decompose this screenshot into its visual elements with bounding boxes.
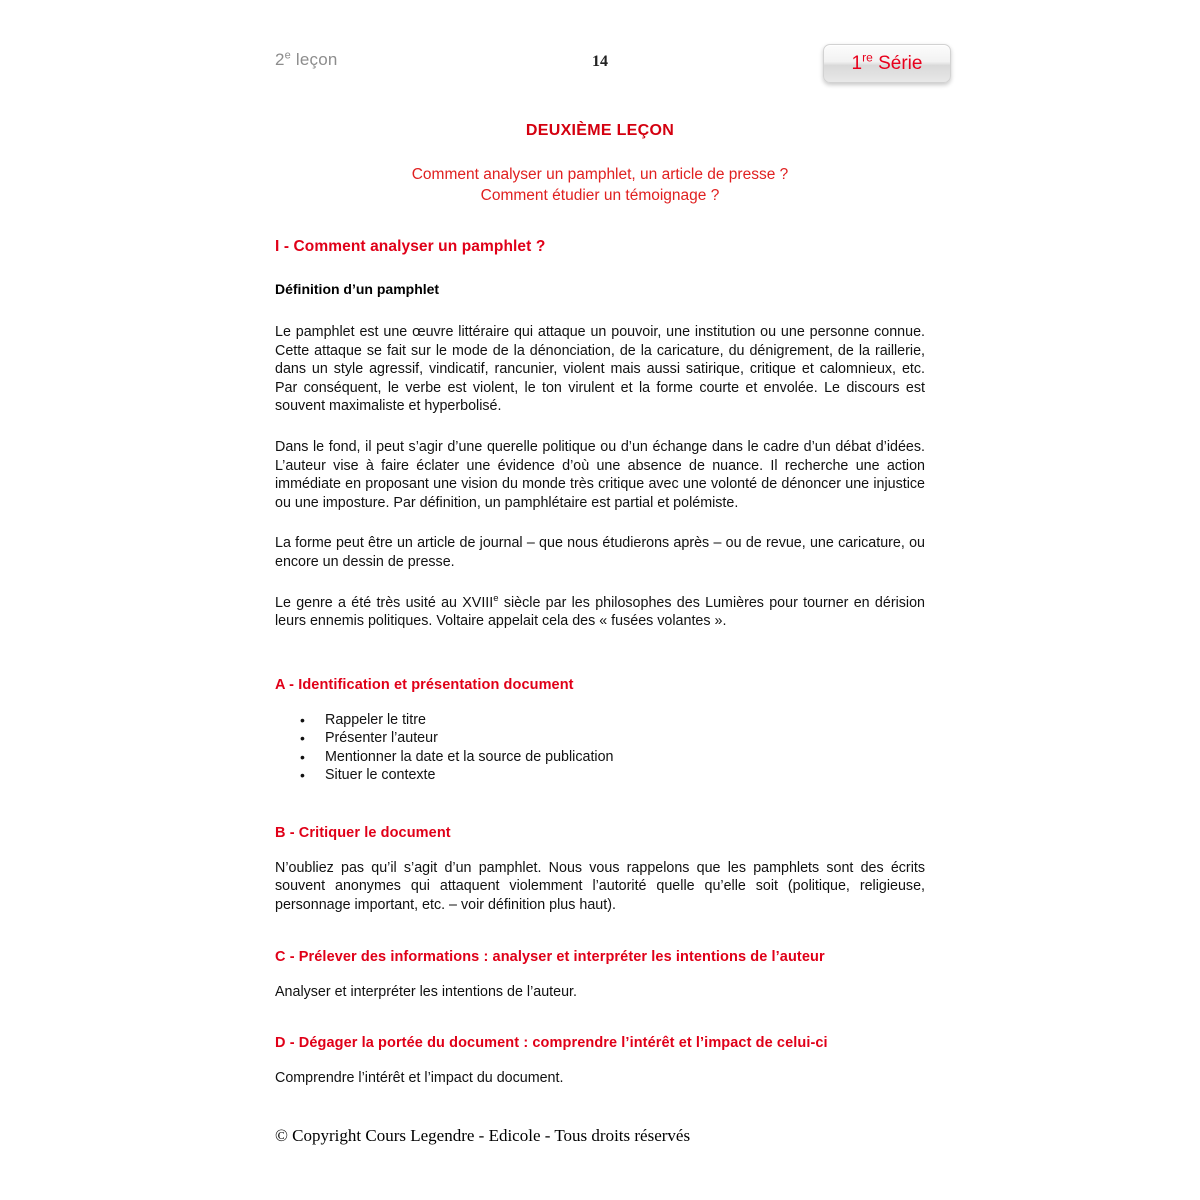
series-badge-label	[851, 50, 923, 75]
spacer	[275, 693, 925, 711]
page-header	[275, 36, 925, 86]
series-badge-word: Série	[872, 52, 923, 74]
spacer	[275, 915, 925, 949]
page-number: 14	[592, 53, 608, 70]
bullet-icon: •	[300, 711, 305, 728]
paragraph-genre-part-2: siècle par les philosophes des Lumières pour tourner en dérision leurs ennemis politiques. Voltaire appelait cela des « fusées volantes ».	[275, 594, 925, 630]
bullet-icon: •	[300, 730, 305, 747]
document-content	[275, 238, 925, 1088]
list-item-label: Mentionner la date et la source de publication	[325, 748, 614, 765]
spacer	[275, 841, 925, 859]
document-title: DEUXIÈME LEÇON	[525, 122, 675, 139]
section-heading-i: I - Comment analyser un pamphlet ?	[275, 238, 546, 255]
document-subtitle-line-1: Comment analyser un pamphlet, un article de presse ?	[411, 166, 789, 183]
section-heading-d: D - Dégager la portée du document : comprendre l’intérêt et l’impact de celui-ci	[275, 1035, 828, 1052]
bullet-icon: •	[300, 767, 305, 784]
spacer	[275, 297, 925, 323]
section-a-bullet-list	[275, 711, 925, 785]
spacer	[275, 512, 925, 534]
spacer	[275, 1001, 925, 1035]
spacer	[275, 965, 925, 983]
paragraph-degager: Comprendre l’intérêt et l’impact du document.	[275, 1070, 564, 1087]
spacer	[275, 1051, 925, 1069]
list-item	[275, 766, 925, 785]
spacer	[275, 785, 925, 825]
series-badge-number: 1	[851, 52, 863, 74]
header-lesson-ordinal-suffix: e	[284, 49, 291, 62]
bullet-icon: •	[300, 748, 305, 765]
paragraph-forme: La forme peut être un article de journal – que nous étudierons après – ou de revue, une caricature, ou encore un dessin de presse.	[275, 535, 925, 570]
section-heading-a: A - Identification et présentation document	[275, 676, 574, 693]
definition-heading: Définition d’un pamphlet	[275, 281, 440, 297]
paragraph-definition: Le pamphlet est une œuvre littéraire qui attaque un pouvoir, une institution ou une personne connue. Cette attaque se fait sur le mode de la dénonciation, de la caricature, du dénigrement, de la raillerie, dans un style agressif, vindicatif, rancunier, violent mais aussi satirique, critique et calomnieux, etc. Par conséquent, le verbe est violent, le ton virulent et la forme courte et envolée. Le discours est souvent maximaliste et hyperbolisé.	[275, 324, 925, 415]
document-subtitle-line-2: Comment étudier un témoignage ?	[480, 187, 720, 204]
header-lesson-word: leçon	[290, 50, 338, 69]
list-item	[275, 748, 925, 767]
header-lesson-number: 2	[275, 50, 285, 69]
paragraph-prelever: Analyser et interpréter les intentions de l’auteur.	[275, 983, 577, 1000]
paragraph-genre	[275, 594, 925, 631]
paragraph-genre-part-1: Le genre a été très usité au XVIII	[275, 594, 494, 611]
section-heading-b: B - Critiquer le document	[275, 824, 451, 841]
spacer	[275, 631, 925, 677]
list-item-label: Présenter l’auteur	[325, 730, 438, 747]
document-subtitle	[0, 164, 1200, 206]
spacer	[275, 572, 925, 594]
footer-copyright: © Copyright Cours Legendre - Edicole - Tous droits réservés	[275, 1126, 691, 1145]
list-item	[275, 711, 925, 730]
paragraph-critiquer: N’oubliez pas qu’il s’agit d’un pamphlet. Nous vous rappelons que les pamphlets sont des écrits souvent anonymes qui attaquent violemment l’autorité quelle qu’elle soit (politique, religieuse, personnage important, etc. – voir définition plus haut).	[275, 859, 925, 913]
section-heading-c: C - Prélever des informations : analyser et interpréter les intentions de l’auteur	[275, 948, 825, 965]
series-badge-ordinal-suffix: re	[862, 50, 873, 65]
list-item-label: Situer le contexte	[325, 767, 436, 784]
paragraph-querelle: Dans le fond, il peut s’agir d’une querelle politique ou d’un échange dans le cadre d’un débat d’idées. L’auteur vise à faire éclater une évidence d’où une absence de nuance. Il recherche une action immédiate en proposant une vision du monde très critique avec une volonté de dénoncer une injustice ou une imposture. Par définition, un pamphlétaire est partial et polémiste.	[275, 438, 925, 511]
spacer	[275, 416, 925, 438]
paragraph-genre-ordinal-suffix: e	[493, 592, 499, 604]
list-item-label: Rappeler le titre	[325, 711, 426, 728]
series-badge[interactable]	[823, 44, 951, 83]
list-item	[275, 729, 925, 748]
